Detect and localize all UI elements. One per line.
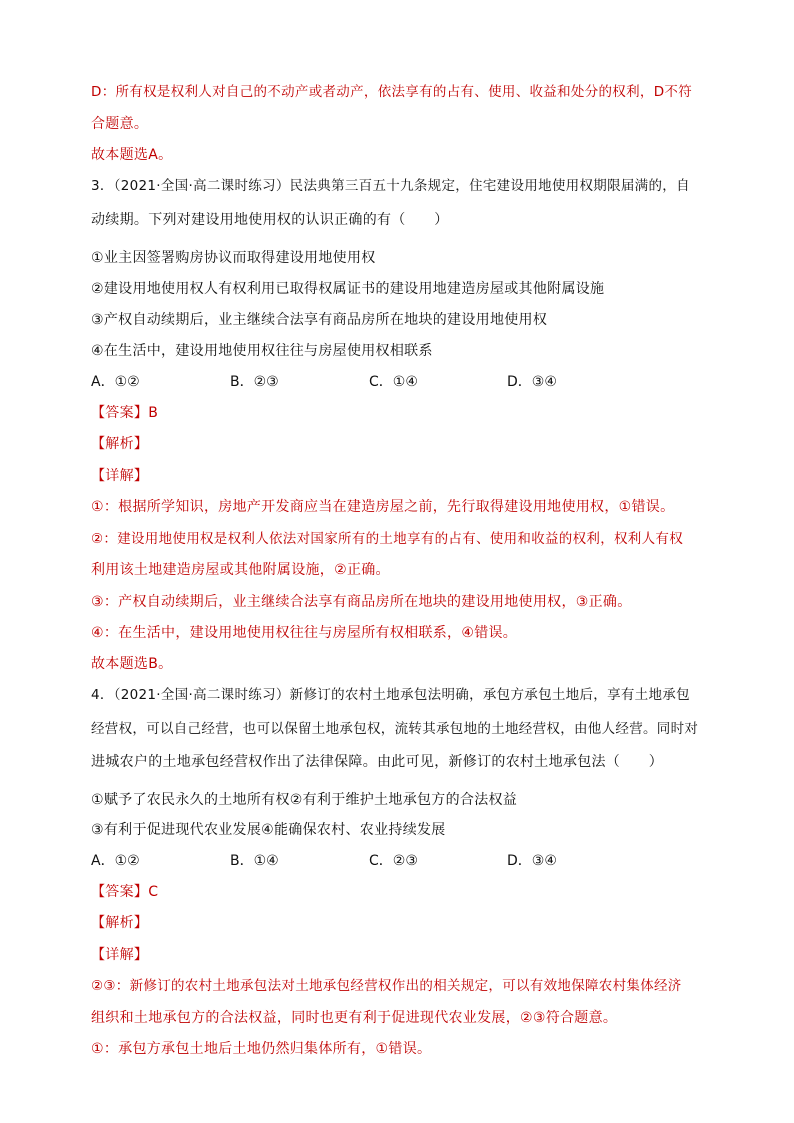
q4-statement-2: ③有利于促进现代农业发展④能确保农村、农业持续发展 — [91, 822, 446, 838]
q4-explanation-2: 组织和土地承包方的合法权益，同时也更有利于促进现代农业发展，②③符合题意。 — [91, 1010, 618, 1026]
prev-explanation-line-1: D：所有权是权利人对自己的不动产或者动产，依法享有的占有、使用、收益和处分的权利，D不符 — [91, 84, 692, 100]
q3-explanation-2: ②：建设用地使用权是权利人依法对国家所有的土地享有的占有、使用和收益的权利，权利人有权 — [91, 531, 684, 547]
q3-answer: 【答案】B — [91, 405, 159, 421]
q4-stem-line-1: 4．（2021·全国·高二课时练习）新修订的农村土地承包法明确，承包方承包土地后，享有土地承包 — [91, 687, 690, 703]
q3-options — [91, 372, 711, 392]
q4-option-d: D．③④ — [507, 853, 557, 869]
q4-answer: 【答案】C — [91, 884, 159, 900]
q4-statement-1: ①赋予了农民永久的土地所有权②有利于维护土地承包方的合法权益 — [91, 792, 518, 808]
q3-option-c: C．①④ — [369, 374, 418, 390]
q3-explanation-5: ④：在生活中，建设用地使用权往往与房屋所有权相联系，④错误。 — [91, 625, 518, 641]
q4-detail-label: 【详解】 — [91, 947, 149, 963]
q3-statement-3: ③产权自动续期后，业主继续合法享有商品房所在地块的建设用地使用权 — [91, 312, 548, 328]
prev-explanation-line-2: 合题意。 — [91, 116, 149, 132]
q3-statement-2: ②建设用地使用权人有权利用已取得权属证书的建设用地建造房屋或其他附属设施 — [91, 281, 605, 297]
q3-statement-1: ①业主因签署购房协议而取得建设用地使用权 — [91, 250, 376, 266]
q4-stem-line-3: 进城农户的土地承包经营权作出了法律保障。由此可见，新修订的农村土地承包法（ ） — [91, 754, 663, 770]
q3-detail-label: 【详解】 — [91, 468, 149, 484]
q4-options — [91, 851, 711, 871]
q4-analysis-label: 【解析】 — [91, 915, 149, 931]
q3-stem-line-2: 动续期。下列对建设用地使用权的认识正确的有（ ） — [91, 212, 449, 228]
q4-stem-line-2: 经营权，可以自己经营，也可以保留土地承包权，流转其承包地的土地经营权，由他人经营。同时对 — [91, 721, 699, 737]
q3-analysis-label: 【解析】 — [91, 436, 149, 452]
q4-option-b: B．①④ — [230, 853, 279, 869]
q3-option-b: B．②③ — [230, 374, 279, 390]
q4-option-c: C．②③ — [369, 853, 418, 869]
q3-option-d: D．③④ — [507, 374, 557, 390]
q3-statement-4: ④在生活中，建设用地使用权往往与房屋使用权相联系 — [91, 343, 433, 359]
q3-explanation-4: ③：产权自动续期后，业主继续合法享有商品房所在地块的建设用地使用权，③正确。 — [91, 594, 632, 610]
q3-conclusion: 故本题选B。 — [91, 656, 173, 672]
q4-explanation-3: ①：承包方承包土地后土地仍然归集体所有，①错误。 — [91, 1041, 432, 1057]
q3-option-a: A．①② — [91, 374, 140, 390]
q4-explanation-1: ②③：新修订的农村土地承包法对土地承包经营权作出的相关规定，可以有效地保障农村集体经济 — [91, 978, 682, 994]
q3-explanation-3: 利用该土地建造房屋或其他附属设施，②正确。 — [91, 562, 390, 578]
q3-explanation-1: ①：根据所学知识，房地产开发商应当在建造房屋之前，先行取得建设用地使用权，①错误。 — [91, 499, 675, 515]
q4-option-a: A．①② — [91, 853, 140, 869]
q3-stem-line-1: 3．（2021·全国·高二课时练习）民法典第三百五十九条规定，住宅建设用地使用权期限届满的，自 — [91, 178, 690, 194]
prev-conclusion: 故本题选A。 — [91, 147, 173, 163]
